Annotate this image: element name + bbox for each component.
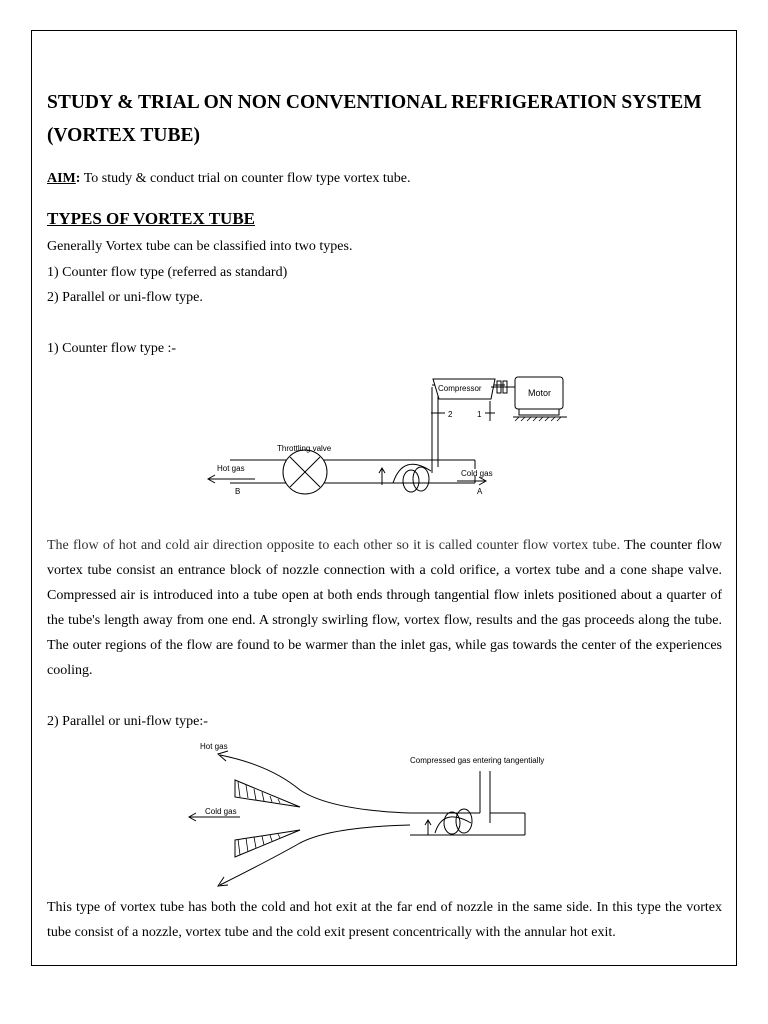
aim-text: To study & conduct trial on counter flow type vortex tube. (80, 171, 411, 186)
label-cold-gas: Cold gas (461, 469, 493, 478)
label-throttling-valve: Throttling valve (277, 444, 332, 453)
uni-flow-heading: 2) Parallel or uni-flow type:- (47, 714, 208, 729)
label-tap-1: 1 (477, 410, 482, 419)
counter-flow-paragraph-lead: The flow of hot and cold air direction opposite to each other so it is called counter flow vortex tube. (47, 538, 621, 553)
label-motor: Motor (528, 388, 552, 398)
section-heading: TYPES OF VORTEX TUBE (47, 209, 255, 228)
label-hot-gas: Hot gas (217, 464, 245, 473)
aim-line (47, 169, 410, 189)
label-tap-2: 2 (448, 410, 453, 419)
intro-line-2: 1) Counter flow type (referred as standard) (47, 265, 288, 280)
aim-label: AIM (47, 171, 76, 186)
label-end-a: A (477, 487, 483, 496)
label-compressed-gas: Compressed gas entering tangentially (410, 756, 545, 765)
intro-line-3: 2) Parallel or uni-flow type. (47, 290, 203, 305)
uni-flow-paragraph: This type of vortex tube has both the cold and hot exit at the far end of nozzle in the same side. In this type the vortex tube consist of a nozzle, vortex tube and the cold exit present concentrically with the annular hot exit. (47, 900, 722, 940)
label-hot-gas: Hot gas (200, 742, 228, 751)
label-cold-gas: Cold gas (205, 807, 237, 816)
intro-line-1: Generally Vortex tube can be classified into two types. (47, 239, 353, 254)
page-title: STUDY & TRIAL ON NON CONVENTIONAL REFRIGERATION SYSTEM (VORTEX TUBE) (47, 92, 702, 146)
counter-flow-diagram (195, 365, 575, 515)
uni-flow-diagram (180, 735, 600, 890)
label-compressor: Compressor (438, 384, 482, 393)
counter-flow-heading: 1) Counter flow type :- (47, 341, 177, 356)
counter-flow-paragraph (47, 533, 722, 683)
label-end-b: B (235, 487, 241, 496)
counter-flow-paragraph-rest: The counter flow vortex tube consist an entrance block of nozzle connection with a cold orifice, a vortex tube and a cone shape valve. Compressed air is introduced into a tube open at both ends through tangential flow inlets positioned about a quarter of the tube's length away from one end. A strongly swirling flow, vortex flow, results and the gas proceeds along the tube. The outer regions of the flow are found to be warmer than the inlet gas, while gas towards the center of the experiences cooling. (47, 538, 722, 678)
aim-colon: : (75, 171, 81, 186)
